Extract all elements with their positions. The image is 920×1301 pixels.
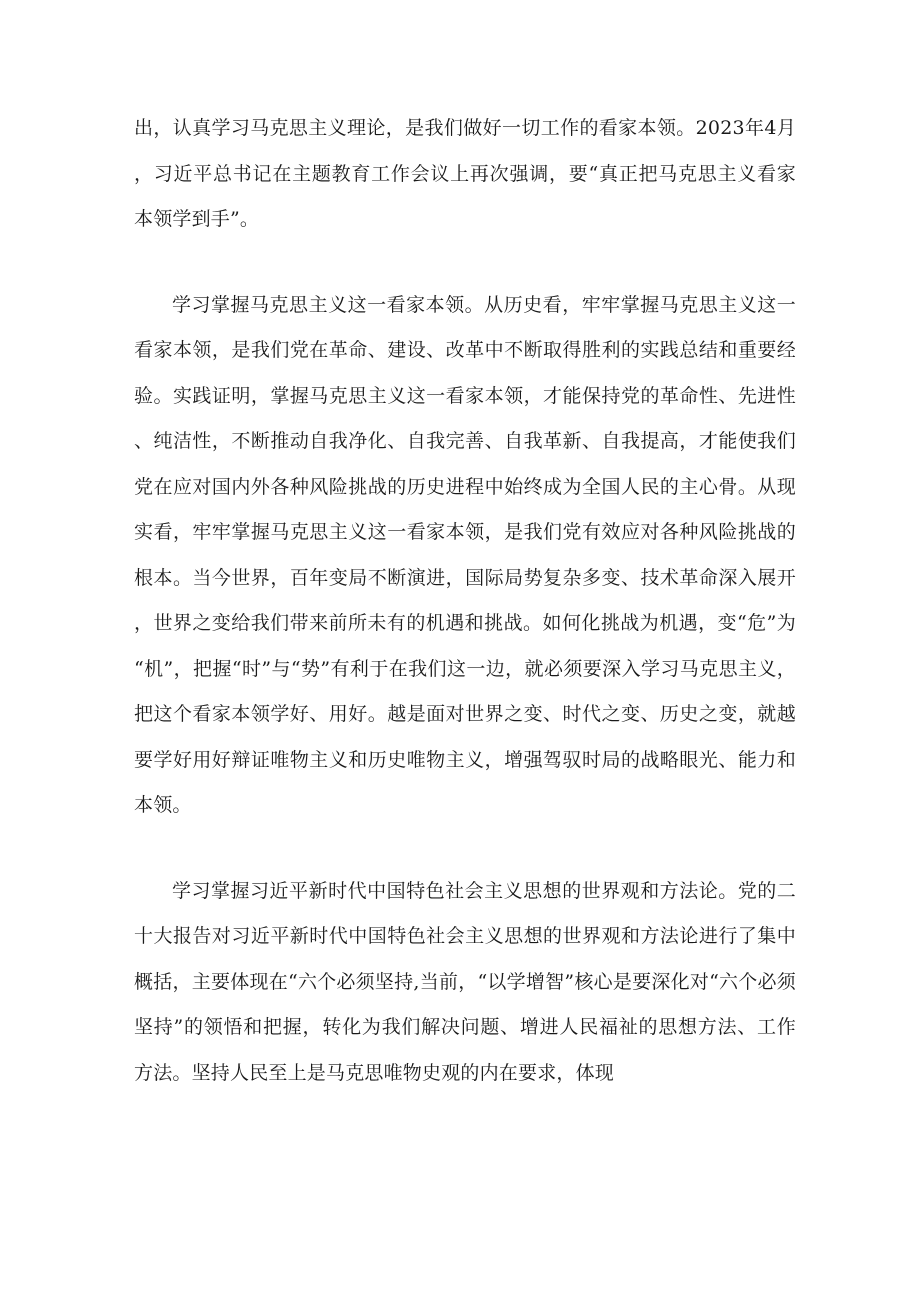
paragraph-3: 学习掌握习近平新时代中国特色社会主义思想的世界观和方法论。党的二十大报告对习近平新时代中国特色社会主义思想的世界观和方法论进行了集中概括，主要体现在“六个必须坚持,当前，“以学增智”核心是要深化对“六个必须坚持”的领悟和把握，转化为我们解决问题、增进人民福祉的思想方法、工作方法。坚持人民至上是马克思唯物史观的内在要求，体现: [134, 879, 796, 1084]
paragraph-1: 出，认真学习马克思主义理论，是我们做好一切工作的看家本领。2023年4月，习近平总书记在主题教育工作会议上再次强调，要“真正把马克思主义看家本领学到手”。: [134, 117, 796, 230]
paragraph-2: 学习掌握马克思主义这一看家本领。从历史看，牢牢掌握马克思主义这一看家本领，是我们党在革命、建设、改革中不断取得胜利的实践总结和重要经验。实践证明，掌握马克思主义这一看家本领，才能保持党的革命性、先进性、纯洁性，不断推动自我净化、自我完善、自我革新、自我提高，才能使我们党在应对国内外各种风险挑战的历史进程中始终成为全国人民的主心骨。从现实看，牢牢掌握马克思主义这一看家本领，是我们党有效应对各种风险挑战的根本。当今世界，百年变局不断演进，国际局势复杂多变、技术革命深入展开，世界之变给我们带来前所未有的机遇和挑战。如何化挑战为机遇，变“危”为“机”，把握“时”与“势”有利于在我们这一边，就必须要深入学习马克思主义，把这个看家本领学好、用好。越是面对世界之变、时代之变、历史之变，就越要学好用好辩证唯物主义和历史唯物主义，增强驾驭时局的战略眼光、能力和本领。: [134, 293, 796, 816]
document-body: [134, 106, 796, 1096]
